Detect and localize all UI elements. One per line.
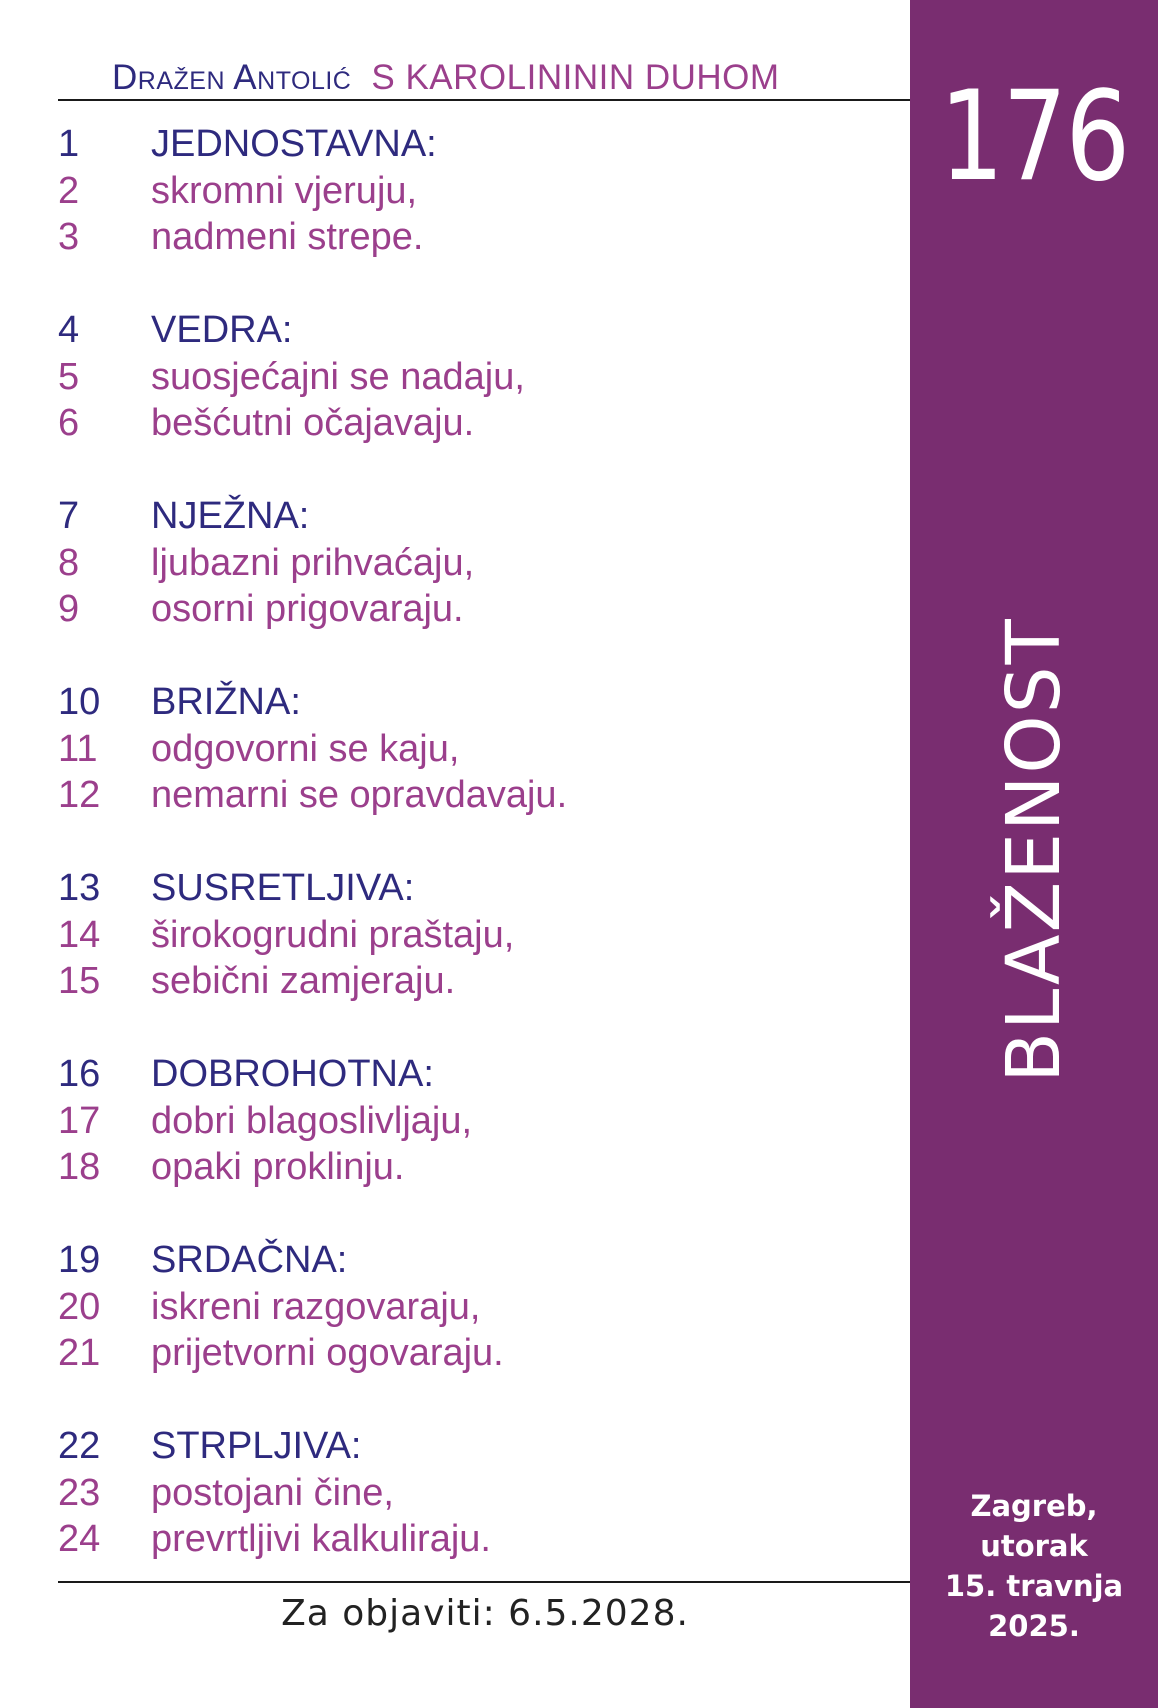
line-text: prijetvorni ogovaraju. [151,1332,504,1374]
line-text: opaki proklinju. [151,1146,405,1188]
verse-line [58,958,888,1005]
line-number: 16 [58,1053,101,1095]
stanza-heading-line [58,307,888,354]
line-number: 4 [58,309,80,351]
line-text: postojani čine, [151,1471,394,1514]
page-header [112,58,780,98]
line-text: BRIŽNA: [151,681,301,723]
line-text: širokogrudni praštaju, [151,913,515,956]
stanza [58,121,888,261]
place-date-line: Zagreb, [970,1489,1098,1523]
line-number: 21 [58,1332,101,1374]
line-number: 3 [58,216,80,258]
line-number: 13 [58,867,101,909]
stanza-heading-line [58,1423,888,1470]
stanza [58,493,888,633]
stanza [58,307,888,447]
stanza-heading-line [58,121,888,168]
line-number: 5 [58,355,80,398]
sidebar-panel [910,0,1158,1708]
stanza-heading-line [58,865,888,912]
place-date-line: 15. travnja [944,1569,1124,1603]
poem-number: 176 [939,65,1129,209]
line-text: STRPLJIVA: [151,1425,362,1467]
line-text: iskreni razgovaraju, [151,1285,481,1328]
line-number: 15 [58,960,101,1002]
verse-line [58,912,888,959]
book-title: S KAROLINININ DUHOM [371,58,780,97]
verse-line [58,1470,888,1517]
verse-line [58,168,888,215]
line-text: VEDRA: [151,309,293,351]
stanza [58,1423,888,1563]
line-number: 24 [58,1518,101,1560]
line-number: 8 [58,541,80,584]
line-text: bešćutni očajavaju. [151,402,475,444]
stanza-heading-line [58,679,888,726]
verse-line [58,1098,888,1145]
verse-line [58,400,888,447]
verse-line [58,726,888,773]
line-text: sebični zamjeraju. [151,960,456,1002]
stanza [58,1237,888,1377]
stanza [58,679,888,819]
line-text: nemarni se opravdavaju. [151,774,568,816]
stanza [58,865,888,1005]
poem-title: BLAŽENOST [991,617,1077,1083]
line-text: JEDNOSTAVNA: [151,123,437,165]
stanza-heading-line [58,1051,888,1098]
line-number: 11 [58,727,98,770]
verse-line [58,214,888,261]
publish-note: Za objaviti: 6.5.2028. [281,1593,689,1634]
line-number: 10 [58,681,101,723]
line-number: 22 [58,1425,101,1467]
line-number: 6 [58,402,80,444]
stanza-heading-line [58,493,888,540]
line-text: dobri blagoslivljaju, [151,1099,473,1142]
verse-line [58,540,888,587]
verse-line [58,354,888,401]
line-text: osorni prigovaraju. [151,588,464,630]
stanza-heading-line [58,1237,888,1284]
author-name: Dražen Antolić [112,58,352,97]
line-text: prevrtljivi kalkuliraju. [151,1518,491,1560]
verse-line [58,1284,888,1331]
line-text: SUSRETLJIVA: [151,867,415,909]
line-number: 23 [58,1471,101,1514]
line-number: 1 [58,123,80,165]
line-text: suosjećajni se nadaju, [151,355,525,398]
place-date-line: utorak [980,1529,1088,1563]
verse-line [58,1516,888,1563]
bottom-divider [58,1581,910,1583]
verse-line [58,586,888,633]
line-text: SRDAČNA: [151,1239,348,1281]
line-number: 9 [58,588,80,630]
verse-line [58,1330,888,1377]
top-divider [58,99,910,101]
line-number: 14 [58,913,101,956]
place-date-line: 2025. [988,1609,1080,1643]
verse-line [58,1144,888,1191]
line-text: NJEŽNA: [151,495,310,537]
place-and-date [910,1486,1158,1646]
line-number: 7 [58,495,80,537]
line-number: 18 [58,1146,101,1188]
line-number: 17 [58,1099,101,1142]
line-text: nadmeni strepe. [151,216,424,258]
stanza [58,1051,888,1191]
line-number: 12 [58,774,101,816]
line-number: 20 [58,1285,101,1328]
verse-line [58,772,888,819]
line-text: skromni vjeruju, [151,169,418,212]
line-text: odgovorni se kaju, [151,727,460,770]
line-text: DOBROHOTNA: [151,1053,434,1095]
line-number: 19 [58,1239,101,1281]
line-number: 2 [58,169,80,212]
line-text: ljubazni prihvaćaju, [151,541,475,584]
